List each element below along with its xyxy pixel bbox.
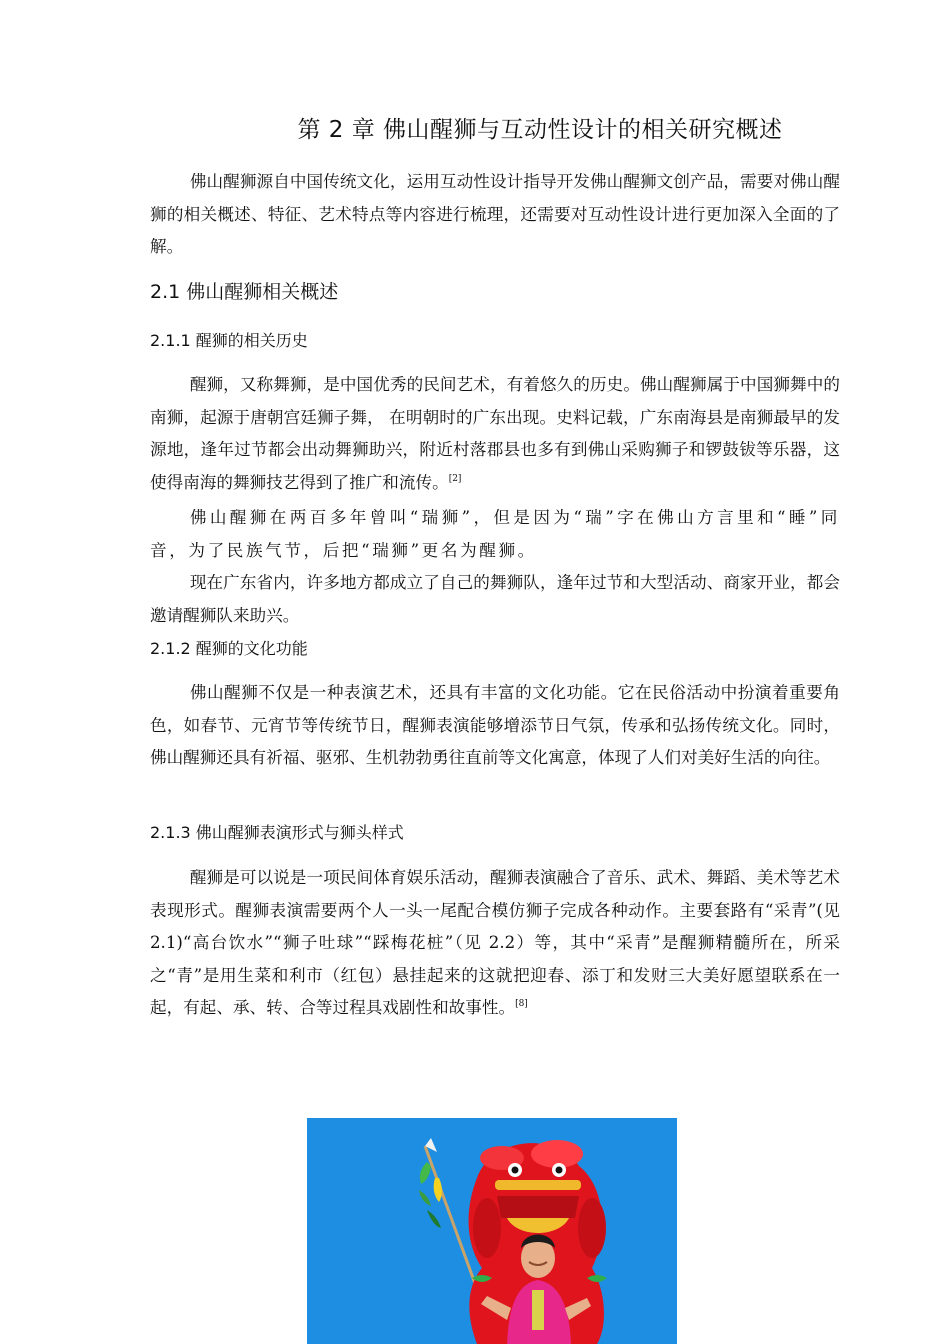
subsection-heading-2-1-1: 2.1.1 醒狮的相关历史 — [150, 331, 308, 350]
lion-pupil — [512, 1167, 519, 1174]
performance-paragraph-text: 醒狮是可以说是一项民间体育娱乐活动，醒狮表演融合了音乐、武术、舞蹈、美术等艺术表现形式。醒狮表演需要两个人一头一尾配合模仿狮子完成各种动作。主要套路有“采青”(见 2.1)“高台饮水”“狮子吐球”“踩梅花桩”（见 2.2）等，其中“采青”是醒狮精髓所在，所采之“青”是用生菜和利市（红包）悬挂起来的这就把迎春、添丁和发财三大美好愿望联系在一起，有起、承、转、合等过程具戏剧性和故事性。 — [150, 868, 840, 1017]
history-paragraph-3: 现在广东省内，许多地方都成立了自己的舞狮队，逢年过节和大型活动、商家开业，都会邀请醒狮队来助兴。 — [150, 573, 840, 625]
subsection-heading-2-1-2: 2.1.2 醒狮的文化功能 — [150, 639, 308, 658]
culture-paragraph: 佛山醒狮不仅是一种表演艺术，还具有丰富的文化功能。它在民俗活动中扮演着重要角色，如春节、元宵节等传统节日，醒狮表演能够增添节日气氛，传承和弘扬传统文化。同时，佛山醒狮还具有祈福、驱邪、生机勃勃勇往直前等文化寓意，体现了人们对美好生活的向往。 — [150, 683, 840, 767]
lion-mouth — [497, 1196, 579, 1218]
lion-dance-photo — [307, 1118, 677, 1344]
gold-band — [495, 1180, 581, 1190]
lion-fur — [473, 1198, 501, 1258]
history-paragraph-2: 佛山醒狮在两百多年曾叫“瑞狮”，但是因为“瑞”字在佛山方言里和“睡”同音，为了民族气节，后把“瑞狮”更名为醒狮。 — [150, 508, 840, 560]
citation-ref: [2] — [448, 473, 462, 484]
citation-ref: [8] — [515, 999, 528, 1009]
subsection-heading-2-1-3: 2.1.3 佛山醒狮表演形式与狮头样式 — [150, 823, 404, 842]
intro-paragraph: 佛山醒狮源自中国传统文化，运用互动性设计指导开发佛山醒狮文创产品，需要对佛山醒狮的相关概述、特征、艺术特点等内容进行梳理，还需要对互动性设计进行更加深入全面的了解。 — [150, 172, 840, 256]
lion-pupil — [556, 1167, 563, 1174]
chapter-title: 第 2 章 佛山醒狮与互动性设计的相关研究概述 — [297, 117, 783, 143]
lion-dance-illustration — [307, 1118, 677, 1344]
section-heading-2-1: 2.1 佛山醒狮相关概述 — [150, 281, 339, 303]
history-paragraph-1-text: 醒狮，又称舞狮，是中国优秀的民间艺术，有着悠久的历史。佛山醒狮属于中国狮舞中的南狮，起源于唐朝宫廷狮子舞， 在明朝时的广东出现。史料记载，广东南海县是南狮最早的发源地，逢年过节都会出动舞狮助兴，附近村落郡县也多有到佛山采购狮子和锣鼓钹等乐器，这使得南海的舞狮技艺得到了推广和流传。 — [150, 375, 840, 492]
lion-fur — [578, 1198, 606, 1258]
history-paragraph-1 — [150, 369, 840, 499]
performance-paragraph — [150, 862, 840, 1025]
shirt-stripe — [532, 1290, 544, 1330]
